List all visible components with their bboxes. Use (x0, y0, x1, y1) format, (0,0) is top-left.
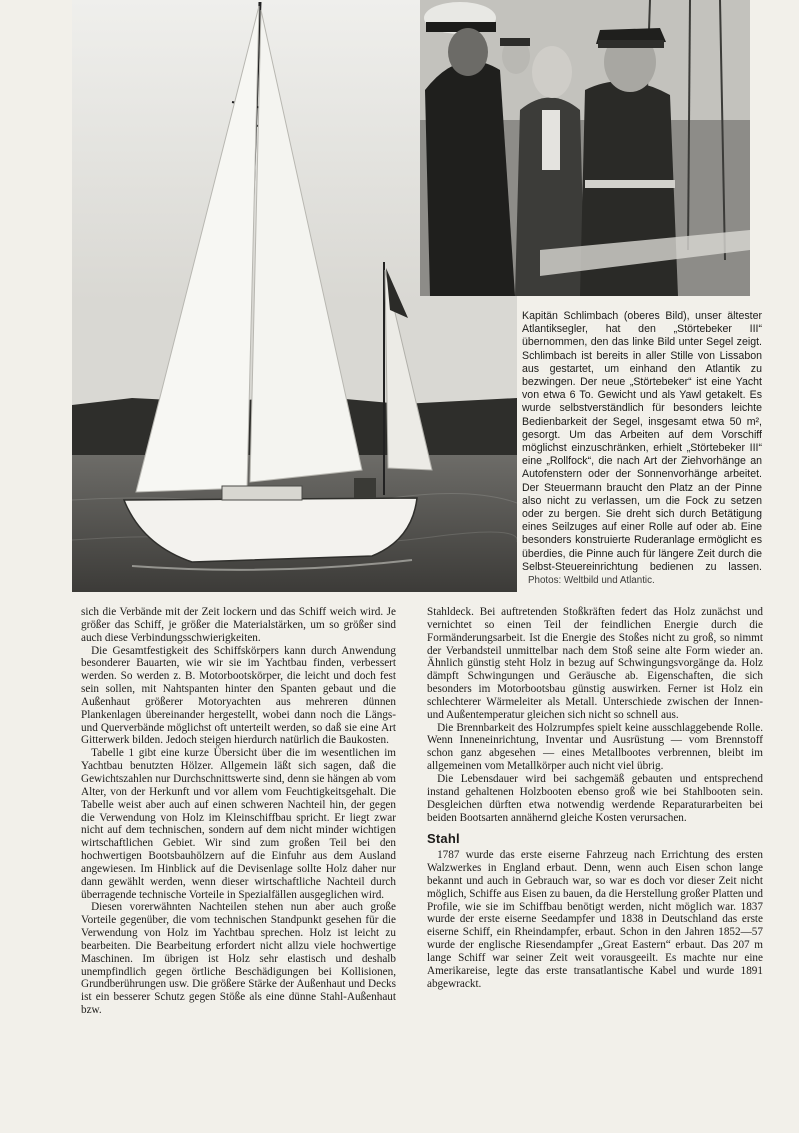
paragraph: 1787 wurde das erste eiserne Fahrzeug nach Errichtung des ersten Walzwerkes in England erbaut. Denn, wenn auch Eisen schon lange bekannt und auch in Gebrauch war, so war es doch vor dieser Zeit nicht möglich, Schiffe aus Eisen zu bauen, da die Herstellung großer Platten und Profile, wie sie im Schiffbau benötigt werden, nicht möglich war. 1837 wurde der erste eiserne Seedampfer und 1838 in Deutschland das erste eiserne Schiff, ein Rheindampfer, erbaut. Schon in den Jahren 1852—57 wurde der englische Riesendampfer „Great Eastern“ erbaut. Das 207 m lange Schiff war seiner Zeit weit vorausgeeilt. Es machte nur eine Amerikareise, legte das erste transatlantische Kabel und wurde 1891 abgewrackt. (427, 849, 763, 990)
paragraph: Die Brennbarkeit des Holzrumpfes spielt keine ausschlaggebende Rolle. Wenn Inneneinrichtung, Inventar und Ausrüstung — vom Brennstoff schon ganz abgesehen — eines Metallbootes verbrennen, bleibt im allgemeinen vom Metallkörper auch nicht viel übrig. (427, 721, 763, 773)
paragraph: Stahldeck. Bei auftretenden Stoßkräften federt das Holz zunächst und vernichtet so einen Teil der feindlichen Energie durch die Formänderungsarbeit. Ist die Energie des Stoßes nicht zu groß, so nimmt der Verbandsteil unmittelbar nach dem Stoß seine alte Form wieder an. Ähnlich günstig steht Holz in bezug auf Schwingungsvorgänge da. Holz dämpft Schwingungen und Geräusche ab. Eigenschaften, die sich besonders im Motorbootsbau günstig auswirken. Ferner ist Holz ein schlechterer Wärmeleiter als Metall. Unterschiede zwischen der Innen- und Außentemperatur gleichen sich nicht so schnell aus. (427, 606, 763, 721)
captain-group-illustration (420, 0, 750, 296)
captain-group-photo (420, 0, 750, 296)
section-heading: Stahl (427, 831, 460, 847)
paragraph: sich die Verbände mit der Zeit lockern und das Schiff weich wird. Je größer das Schiff, je größer die Materialstärken, um so größer sind auch diese Verbindungsschwierigkeiten. (81, 606, 396, 644)
right-text-column (427, 606, 763, 990)
caption-text: Kapitän Schlimbach (oberes Bild), unser ältester Atlantiksegler, hat den „Störtebeker III“ übernommen, den das linke Bild unter Segel zeigt. Schlimbach ist bereits in aller Stille von Lissabon aus gestartet, um einhand den Atlantik zu bezwingen. Der neue „Störtebeker“ ist eine Yacht von etwa 6 To. Gewicht und als Yawl getakelt. Es wurde selbstverständlich für besonders leichte Bedienbarkeit der Segel, insgesamt etwa 50 m², gesorgt. Um das Arbeiten auf dem Vorschiff möglichst einzuschränken, erhielt „Störtebeker III“ eine „Rollfock“, die nach Art der Ziehvorhänge an Autofenstern oder der Sonnenvorhänge arbeitet. Der Steuermann braucht den Platz an der Pinne also nicht zu verlassen, um die Fock zu setzen oder zu bergen. Sie dreht sich durch Betätigung eines Seilzuges auf einer Rolle auf oder ab. Eine besonders konstruierte Ruderanlage ermöglicht es überdies, die Pinne auch für längere Zeit durch die Selbst-Steuereinrichtung bedienen zu lassen. (522, 310, 762, 573)
left-text-column (81, 606, 396, 1017)
paragraph: Diesen vorerwähnten Nachteilen stehen nun aber auch große Vorteile gegenüber, die vom technischen Standpunkt gesehen für die Verwendung von Holz im Yachtbau sprechen. Holz ist leicht zu bearbeiten. Die Bearbeitung erfordert nicht allzu viele hochwertige Maschinen. Im übrigen ist Holz sehr elastisch und deshalb unempfindlich gegen örtliche Beschädigungen bei Kollisionen, Grundberührungen usw. Die größere Stärke der Außenhaut und Decks ist ein besserer Schutz gegen Stöße als eine dünne Stahl-Außenhaut bzw. (81, 901, 396, 1017)
photo-credit: Photos: Weltbild und Atlantic. (528, 575, 655, 587)
paragraph: Die Lebensdauer wird bei sachgemäß gebauten und entsprechend instand gehaltenen Holzbooten ebenso groß wie bei Stahlbooten sein. Desgleichen dürften etwa notwendig werdende Reparaturarbeiten bei beiden Bootsarten annähernd gleiche Kosten verursachen. (427, 772, 763, 824)
paragraph: Tabelle 1 gibt eine kurze Übersicht über die im wesentlichen im Yachtbau benutzten Hölzer. Allgemein läßt sich sagen, daß die Gewichtszahlen nur Durchschnittswerte sind, denn sie hängen ab vom Alter, von der Herkunft und vor allem vom Feuchtigkeitsgehalt. Die Tabelle weist aber auch auf einen schweren Nachteil hin, der gegen die Verwendung von Holz im Kleinschiffbau spricht. Er liegt zwar nicht auf dem technischen, sondern auf dem nicht minder wichtigen wirtschaftlichen Gebiet. Wir sind zum großen Teil bei den hochwertigen Bootsbauhölzern auf die Einfuhr aus dem Ausland angewiesen. Im Hinblick auf die Devisenlage sollte Holz daher nur dann gewählt werden, wenn dieser wirtschaftliche Nachteil durch überragende technische Vorteile in Spezialfällen ausgeglichen wird. (81, 747, 396, 901)
paragraph: Die Gesamtfestigkeit des Schiffskörpers kann durch Anwendung besonderer Bauarten, wie wir sie im Yachtbau finden, verbessert werden. So werden z. B. Motorbootskörper, die leicht und doch fest sein sollen, mit Nahtspanten hinter den Spanten gebaut und die Außenhaut größerer Motoryachten aus mehreren dünnen Plankenlagen übereinander hergestellt, wobei dann noch die Längs- und Querverbände möglichst oft unterteilt werden, so daß sie eine Art Gitterwerk bilden. Jedoch steigen hierdurch natürlich die Baukosten. (81, 644, 396, 747)
photo-caption (522, 310, 762, 587)
